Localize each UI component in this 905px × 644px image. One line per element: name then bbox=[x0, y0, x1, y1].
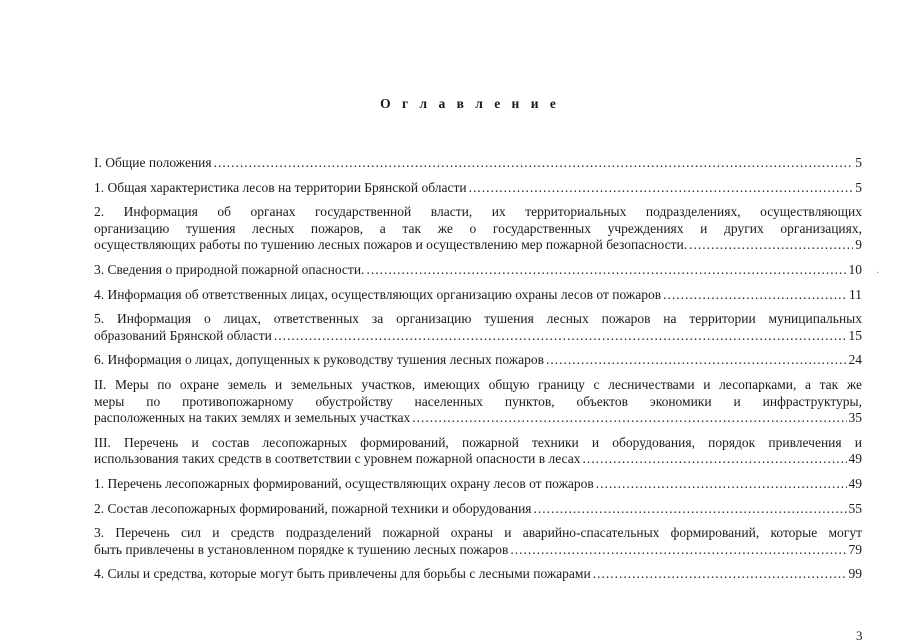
page-number: 3 bbox=[856, 628, 863, 643]
toc-list bbox=[94, 155, 862, 591]
toc-leader-dots bbox=[510, 542, 846, 559]
toc-entry-title: быть привлечены в установленном порядке к тушению лесных пожаров bbox=[94, 541, 509, 557]
toc-entry-page: 24 bbox=[848, 352, 862, 368]
toc-leader-dots bbox=[412, 410, 846, 427]
toc-entry-line: организацию тушения лесных пожаров, а так же о государственных учреждениях и других организациях, bbox=[94, 220, 862, 236]
toc-entry-title: образований Брянской области bbox=[94, 327, 272, 343]
toc-entry-title: расположенных на таких землях и земельных участках bbox=[94, 410, 411, 426]
toc-entry-title: 3. Сведения о природной пожарной опасности. bbox=[94, 261, 365, 277]
toc-leader-dots bbox=[663, 287, 847, 304]
toc-entry-title: 1. Общая характеристика лесов на территории Брянской области bbox=[94, 179, 467, 195]
toc-entry-line: меры по противопожарному обустройству населенных пунктов, объектов экономики и инфраструктуры, bbox=[94, 393, 862, 409]
toc-heading: О г л а в л е н и е bbox=[380, 96, 560, 111]
toc-entry-line: 5. Информация о лицах, ответственных за организацию тушения лесных пожаров на территории муниципальных bbox=[94, 311, 862, 327]
toc-entry[interactable] bbox=[94, 155, 862, 172]
toc-leader-dots bbox=[596, 476, 847, 493]
toc-leader-dots bbox=[689, 237, 853, 254]
toc-entry[interactable] bbox=[94, 352, 862, 369]
toc-entry[interactable] bbox=[94, 566, 862, 583]
toc-entry-page: 9 bbox=[855, 237, 862, 253]
toc-entry-title: 4. Силы и средства, которые могут быть привлечены для борьбы с лесными пожарами bbox=[94, 566, 591, 582]
toc-entry[interactable] bbox=[94, 287, 862, 304]
toc-entry-title: 4. Информация об ответственных лицах, осуществляющих организацию охраны лесов от пожаров bbox=[94, 286, 662, 302]
toc-leader-dots bbox=[534, 501, 847, 518]
toc-entry-page: 10 bbox=[848, 261, 862, 277]
toc-entry-line: 2. Информация об органах государственной власти, их территориальных подразделениях, осуществляющих bbox=[94, 204, 862, 220]
toc-entry[interactable] bbox=[94, 501, 862, 518]
toc-entry-page: 49 bbox=[848, 451, 862, 467]
toc-entry-title: использования таких средств в соответствии с уровнем пожарной опасности в лесах bbox=[94, 451, 581, 467]
toc-entry-page: 55 bbox=[848, 500, 862, 516]
toc-leader-dots bbox=[593, 566, 847, 583]
toc-entry-page: 11 bbox=[849, 286, 862, 302]
toc-entry[interactable] bbox=[94, 525, 862, 558]
toc-leader-dots bbox=[214, 155, 854, 172]
toc-entry-page: 35 bbox=[848, 410, 862, 426]
toc-leader-dots bbox=[582, 451, 846, 468]
toc-leader-dots bbox=[546, 352, 847, 369]
toc-entry-line: 3. Перечень сил и средств подразделений пожарной охраны и аварийно-спасательных формирований, которые могут bbox=[94, 525, 862, 541]
toc-entry-title: 1. Перечень лесопожарных формирований, осуществляющих охрану лесов от пожаров bbox=[94, 475, 594, 491]
toc-entry[interactable] bbox=[94, 204, 862, 254]
toc-entry-page: 5 bbox=[855, 179, 862, 195]
margin-tick-mark: · bbox=[876, 268, 880, 279]
toc-entry[interactable] bbox=[94, 311, 862, 344]
toc-leader-dots bbox=[469, 180, 854, 197]
toc-entry[interactable] bbox=[94, 377, 862, 427]
toc-entry[interactable] bbox=[94, 435, 862, 468]
toc-entry-page: 15 bbox=[848, 327, 862, 343]
toc-entry[interactable] bbox=[94, 262, 862, 279]
toc-entry-line: III. Перечень и состав лесопожарных формирований, пожарной техники и оборудования, порядок привлечения и bbox=[94, 434, 862, 450]
toc-entry-title: 6. Информация о лицах, допущенных к руководству тушения лесных пожаров bbox=[94, 352, 544, 368]
toc-leader-dots bbox=[274, 328, 847, 345]
toc-entry-page: 5 bbox=[855, 155, 862, 170]
toc-entry-title: осуществляющих работы по тушению лесных пожаров и осуществлению мер пожарной безопасности. bbox=[94, 237, 688, 253]
toc-entry-page: 79 bbox=[848, 541, 862, 557]
toc-entry[interactable] bbox=[94, 180, 862, 197]
toc-entry[interactable] bbox=[94, 476, 862, 493]
toc-entry-line: II. Меры по охране земель и земельных участков, имеющих общую границу с лесничествами и лесопарками, а так же bbox=[94, 376, 862, 392]
toc-leader-dots bbox=[366, 262, 846, 279]
toc-entry-title: 2. Состав лесопожарных формирований, пожарной техники и оборудования bbox=[94, 500, 532, 516]
toc-entry-page: 99 bbox=[848, 566, 862, 582]
toc-entry-page: 49 bbox=[848, 475, 862, 491]
toc-entry-title: I. Общие положения bbox=[94, 155, 212, 170]
